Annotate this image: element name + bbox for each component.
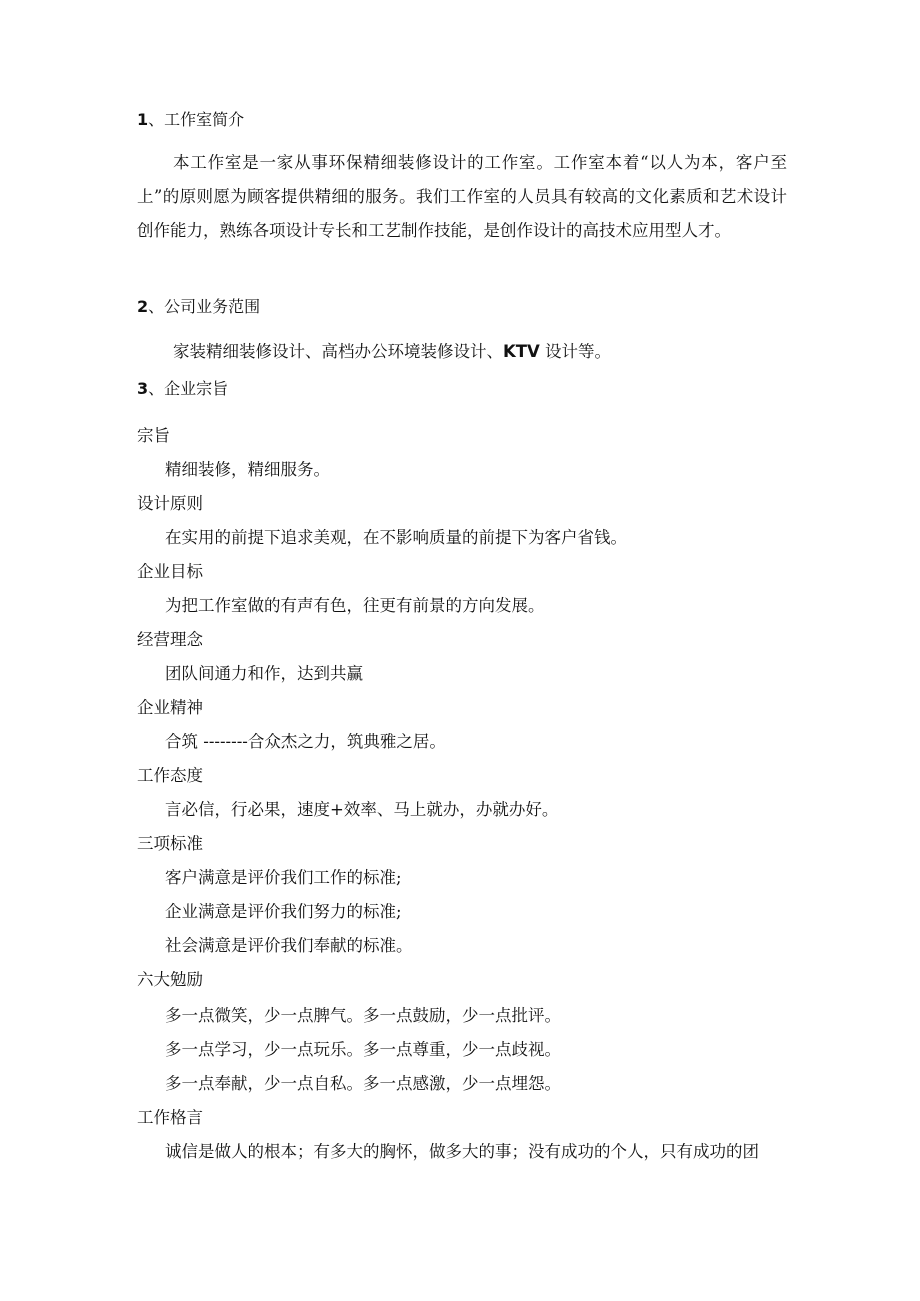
section-number: 1 — [137, 110, 149, 129]
attitude-label: 工作态度 — [137, 766, 203, 785]
section-title: 、工作室简介 — [148, 110, 245, 129]
purpose-label: 宗旨 — [137, 426, 170, 445]
business-scope-part: 设计等。 — [539, 342, 612, 361]
business-scope-text — [173, 342, 611, 362]
standards-item: 客户满意是评价我们工作的标准; — [165, 868, 402, 887]
motto-text: 诚信是做人的根本；有多大的胸怀，做多大的事；没有成功的个人，只有成功的团 — [165, 1142, 759, 1161]
standards-item: 社会满意是评价我们奉献的标准。 — [165, 936, 413, 955]
standards-item: 企业满意是评价我们努力的标准; — [165, 902, 402, 921]
section-title: 、公司业务范围 — [148, 297, 261, 316]
spirit-text: 合筑 --------合众杰之力，筑典雅之居。 — [165, 732, 446, 751]
encourage-item: 多一点微笑，少一点脾气。多一点鼓励，少一点批评。 — [165, 1006, 561, 1025]
motto-label: 工作格言 — [137, 1108, 203, 1127]
standards-label: 三项标准 — [137, 834, 203, 853]
philosophy-text: 团队间通力和作，达到共赢 — [165, 664, 363, 683]
goal-label: 企业目标 — [137, 562, 203, 581]
business-scope-part: 家装精细装修设计、高档办公环境装修设计、 — [173, 342, 503, 361]
goal-text: 为把工作室做的有声有色，往更有前景的方向发展。 — [165, 596, 545, 615]
encourage-item: 多一点学习，少一点玩乐。多一点尊重，少一点歧视。 — [165, 1040, 561, 1059]
section-title: 、企业宗旨 — [148, 379, 229, 398]
attitude-text: 言必信，行必果，速度+效率、马上就办，办就办好。 — [165, 800, 559, 819]
design-principle-text: 在实用的前提下追求美观，在不影响质量的前提下为客户省钱。 — [165, 528, 627, 547]
section-heading-business — [137, 297, 260, 317]
purpose-text: 精细装修，精细服务。 — [165, 460, 330, 479]
section-heading-intro — [137, 110, 244, 130]
spirit-label: 企业精神 — [137, 698, 203, 717]
encourage-label: 六大勉励 — [137, 970, 203, 989]
philosophy-label: 经营理念 — [137, 630, 203, 649]
design-principle-label: 设计原则 — [137, 494, 203, 513]
encourage-item: 多一点奉献，少一点自私。多一点感激，少一点埋怨。 — [165, 1074, 561, 1093]
section-heading-tenets — [137, 379, 228, 399]
section-number: 2 — [137, 297, 149, 316]
intro-paragraph: 本工作室是一家从事环保精细装修设计的工作室。工作室本着“以人为本，客户至上”的原则愿为顾客提供精细的服务。我们工作室的人员具有较高的文化素质和艺术设计创作能力，熟练各项设计专长和工艺制作技能，是创作设计的高技术应用型人才。 — [137, 153, 787, 240]
section-number: 3 — [137, 379, 149, 398]
business-scope-ktv: KTV — [503, 342, 540, 361]
